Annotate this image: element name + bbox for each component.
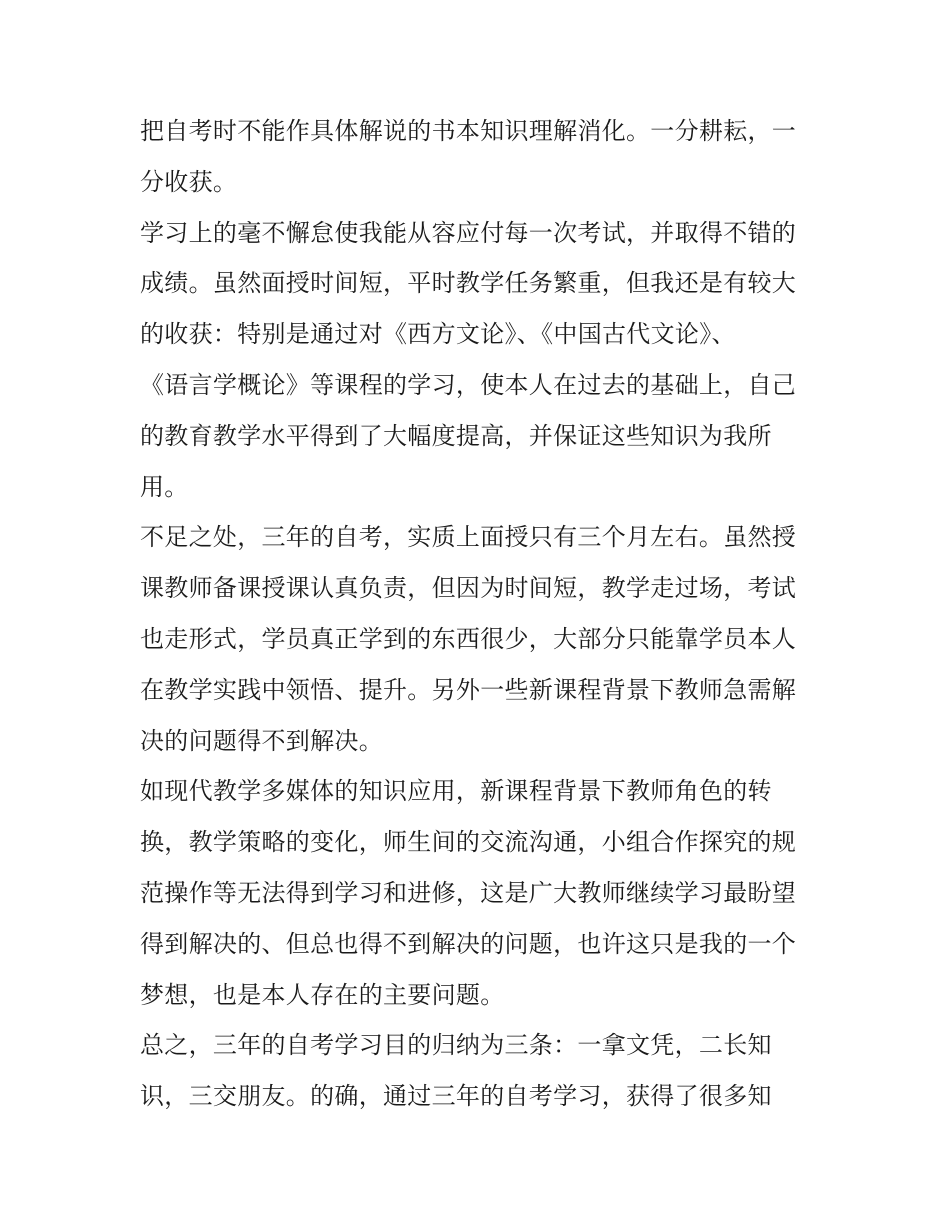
text-line: 换，教学策略的变化，师生间的交流沟通，小组合作探究的规 <box>140 828 797 857</box>
text-line: 用。 <box>140 472 189 501</box>
text-line: 课教师备课授课认真负责，但因为时间短，教学走过场，考试 <box>140 574 797 603</box>
text-line: 不足之处，三年的自考，实质上面授只有三个月左右。虽然授 <box>140 523 797 552</box>
text-line: 分收获。 <box>140 167 238 196</box>
text-line: 的教育教学水平得到了大幅度提高，并保证这些知识为我所 <box>140 421 772 450</box>
text-line: 也走形式，学员真正学到的东西很少，大部分只能靠学员本人 <box>140 624 797 653</box>
text-line: 范操作等无法得到学习和进修，这是广大教师继续学习最盼望 <box>140 878 797 907</box>
text-line: 得到解决的、但总也得不到解决的问题，也许这只是我的一个 <box>140 929 797 958</box>
text-line: 总之，三年的自考学习目的归纳为三条：一拿文凭，二长知 <box>140 1031 772 1060</box>
text-line: 成绩。虽然面授时间短，平时教学任务繁重，但我还是有较大 <box>140 269 797 298</box>
text-line: 识，三交朋友。的确，通过三年的自考学习，获得了很多知 <box>140 1082 772 1111</box>
document-body <box>140 106 820 1122</box>
text-line: 的收获：特别是通过对《西方文论》、《中国古代文论》、 <box>140 320 736 349</box>
text-line: 在教学实践中领悟、提升。另外一些新课程背景下教师急需解 <box>140 675 797 704</box>
text-line: 梦想，也是本人存在的主要问题。 <box>140 980 505 1009</box>
text-line: 决的问题得不到解决。 <box>140 726 383 755</box>
text-line: 学习上的毫不懈怠使我能从容应付每一次考试，并取得不错的 <box>140 218 797 247</box>
text-line: 《语言学概论》等课程的学习，使本人在过去的基础上，自己 <box>140 370 797 399</box>
text-line: 如现代教学多媒体的知识应用，新课程背景下教师角色的转 <box>140 777 772 806</box>
text-line: 把自考时不能作具体解说的书本知识理解消化。一分耕耘，一 <box>140 117 797 145</box>
